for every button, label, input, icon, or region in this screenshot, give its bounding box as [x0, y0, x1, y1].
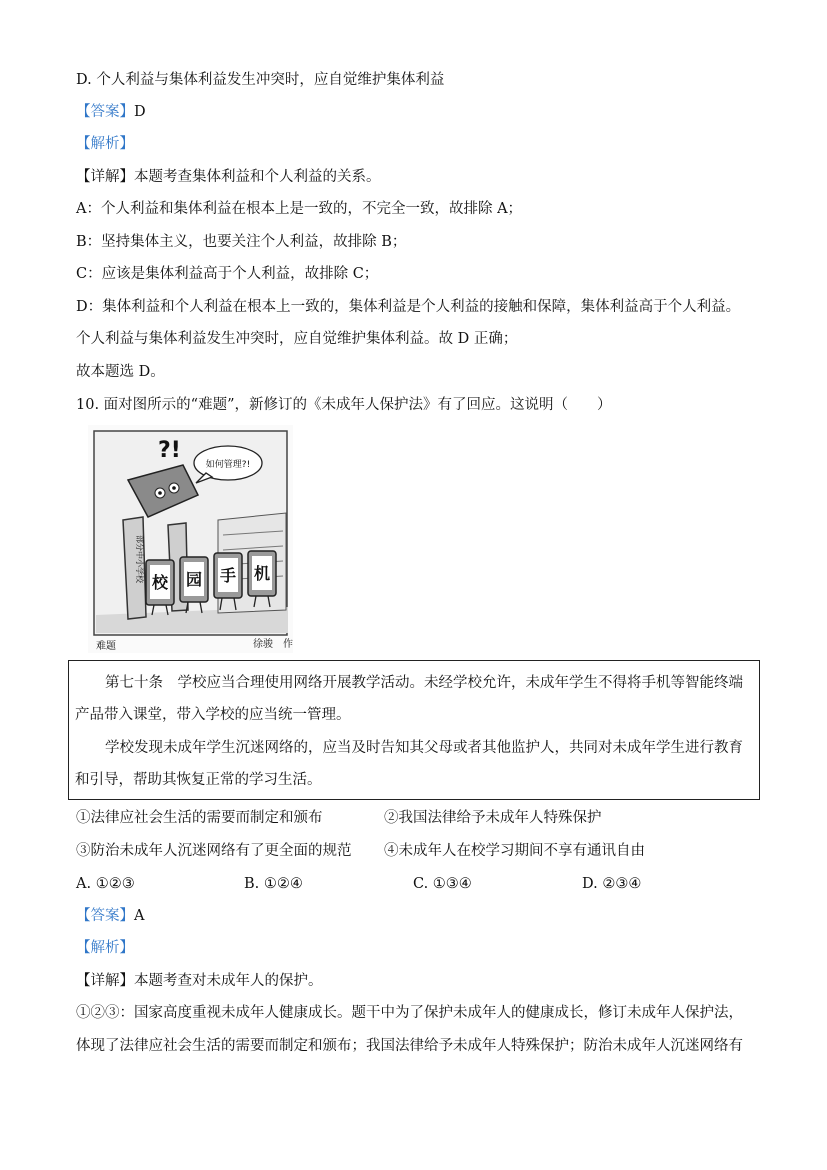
statement-1: ①法律应社会生活的需要而制定和颁布: [76, 810, 323, 826]
analysis-q9: [76, 134, 134, 154]
law-article-box: [68, 660, 760, 800]
explain-q9-d: D：集体利益和个人利益在根本上一致的，集体利益是个人利益的接触和保障，集体利益高于个人利益。: [76, 299, 741, 315]
law-para-1: 第七十条 学校应当合理使用网络开展教学活动。未经学校允许，未成年学生不得将手机等智能终端: [105, 675, 743, 691]
detail-tag-q10: 【详解】: [76, 973, 134, 989]
answer-q10: [76, 906, 144, 926]
cartoon-block-4: 机: [253, 564, 271, 583]
detail-q9: [76, 167, 381, 187]
explain-q10-2: 体现了法律应社会生活的需要而制定和颁布；我国法律给予未成年人特殊保护；防治未成年人沉迷网络有: [76, 1038, 743, 1054]
statement-3: ③防治未成年人沉迷网络有了更全面的规范: [76, 843, 352, 859]
statement-2: ②我国法律给予未成年人特殊保护: [384, 810, 602, 826]
cartoon-pillar-text: 部分中小学校: [135, 535, 144, 583]
option-d: D. ②③④: [582, 876, 642, 892]
explain-q9-b: B：坚持集体主义，也要关注个人利益，故排除 B；: [76, 234, 407, 250]
law-para-2-cont: 和引导，帮助其恢复正常的学习生活。: [75, 772, 322, 788]
statement-4: ④未成年人在校学习期间不享有通讯自由: [384, 843, 645, 859]
cartoon-block-1: 校: [151, 573, 169, 592]
analysis-tag: 【解析】: [76, 136, 134, 152]
detail-q10: [76, 971, 323, 991]
analysis-tag-q10: 【解析】: [76, 940, 134, 956]
law-para-1-cont: 产品带入课堂，带入学校的应当统一管理。: [75, 707, 351, 723]
statements-row-1: [76, 808, 323, 828]
detail-text: 本题考查集体利益和个人利益的关系。: [134, 169, 381, 185]
option-a: A. ①②③: [76, 876, 135, 892]
explain-q9-d2: 个人利益与集体利益发生冲突时，应自觉维护集体利益。故 D 正确；: [76, 331, 518, 347]
explain-q9-conclusion: 故本题选 D。: [76, 364, 165, 380]
answer-value: D: [134, 104, 146, 120]
option-c: C. ①③④: [413, 876, 472, 892]
explain-q9-a: A：个人利益和集体利益在根本上是一致的，不完全一致，故排除 A；: [76, 201, 523, 217]
question-10: 10. 面对图所示的“难题”，新修订的《未成年人保护法》有了回应。这说明（ ）: [76, 397, 612, 413]
cartoon-question-marks: ?!: [158, 438, 181, 463]
option-d-q9: D. 个人利益与集体利益发生冲突时，应自觉维护集体利益: [76, 72, 445, 88]
explain-q9-c: C：应该是集体利益高于个人利益，故排除 C；: [76, 266, 379, 282]
cartoon-caption-left: 难题: [96, 641, 116, 652]
cartoon-bubble-text: 如何管理?!: [205, 460, 251, 470]
answer-q9: [76, 102, 146, 122]
cartoon-illustration: [88, 425, 293, 653]
detail-tag: 【详解】: [76, 169, 134, 185]
law-para-2: 学校发现未成年学生沉迷网络的，应当及时告知其父母或者其他监护人，共同对未成年学生进行教育: [105, 740, 743, 756]
option-b: B. ①②④: [244, 876, 303, 892]
answer-value-q10: A: [134, 908, 145, 924]
cartoon-block-2: 园: [185, 570, 203, 589]
cartoon-block-3: 手: [219, 566, 237, 585]
detail-text-q10: 本题考查对未成年人的保护。: [134, 973, 323, 989]
analysis-q10: [76, 938, 134, 958]
answer-tag-q10: 【答案】: [76, 908, 134, 924]
explain-q10-1: ①②③：国家高度重视未成年人健康成长。题干中为了保护未成年人的健康成长，修订未成年人保护法，: [76, 1005, 743, 1021]
answer-tag: 【答案】: [76, 104, 134, 120]
cartoon-caption-right: 徐骏 作: [253, 639, 293, 650]
